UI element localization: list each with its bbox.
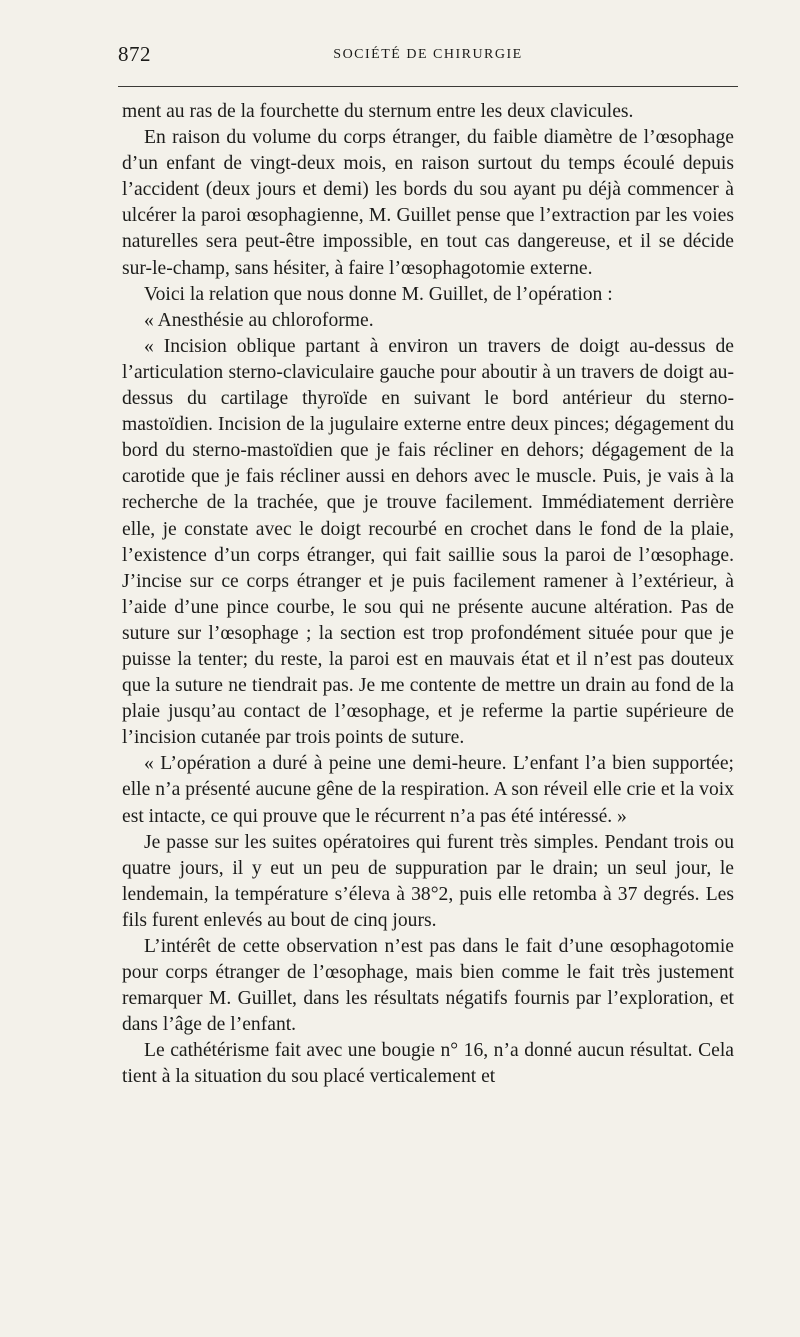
paragraph-quote: « Anesthésie au chloroforme. xyxy=(144,309,374,331)
paragraph: Je passe sur les suites opératoires qui furent très simples. Pendant trois ou quatre jours, il y eut un peu de suppuration par le drain; un seul jour, le lendemain, la température s’éleva à 38°2, puis elle retomba à 37 degrés. Les fils furent enlevés au bout de cinq jours. xyxy=(122,831,734,931)
running-title: SOCIÉTÉ DE CHIRURGIE xyxy=(333,47,523,62)
paragraph: En raison du volume du corps étranger, du faible diamètre de l’œsophage d’un enfant de vingt-deux mois, en raison surtout du temps écoulé depuis l’accident (deux jours et demi) les bords du sou ayant pu déjà commencer à ulcérer la paroi œsophagienne, M. Guillet pense que l’extraction par les voies naturelles sera peut-être impossible, en tout cas dangereuse, et il se décide sur-le-champ, sans hésiter, à faire l’œsophagotomie externe. xyxy=(122,127,734,279)
paragraph-quote: « L’opération a duré à peine une demi-heure. L’enfant l’a bien supportée; elle n’a présenté aucune gêne de la respiration. A son réveil elle crie et la voix est intacte, ce qui prouve que le récurrent n’a pas été intéressé. » xyxy=(122,753,734,827)
header-rule xyxy=(118,86,738,87)
paragraph-quote: « Incision oblique partant à environ un travers de doigt au-dessus de l’articulation sterno-claviculaire gauche pour aboutir à un travers de doigt au-dessus du cartilage thyroïde en suivant le bord antérieur du sterno-mastoïdien. Incision de la jugulaire externe entre deux pinces; dégagement du bord du sterno-mastoïdien que je fais récliner en dehors; dégagement de la carotide que je fais récliner aussi en dehors avec le muscle. Puis, je vais à la recherche de la trachée, que je trouve facilement. Immédiatement derrière elle, je constate avec le doigt recourbé en crochet dans le fond de la plaie, l’existence d’un corps étranger, qui fait saillie sous la paroi de l’œsophage. J’incise sur ce corps étranger et je puis facilement ramener à l’extérieur, à l’aide d’une pince courbe, le sou qui ne présente aucune altération. Pas de suture sur l’œsophage ; la section est trop profondément située pour que je puisse la tenter; du reste, la paroi est en mauvais état et il n’est pas douteux que la suture ne tiendrait pas. Je me contente de mettre un drain au fond de la plaie jusqu’au contact de l’œsophage, et je referme la partie supérieure de l’incision cutanée par trois points de suture. xyxy=(122,335,734,749)
body-text xyxy=(122,99,734,1091)
paragraph-continuation: ment au ras de la fourchette du sternum entre les deux clavicules. xyxy=(122,101,634,122)
paragraph: Voici la relation que nous donne M. Guillet, de l’opération : xyxy=(144,283,613,305)
paragraph: Le cathétérisme fait avec une bougie n° 16, n’a donné aucun résultat. Cela tient à la situation du sou placé verticalement et xyxy=(122,1040,734,1088)
page-header xyxy=(118,38,738,68)
paragraph: L’intérêt de cette observation n’est pas dans le fait d’une œsophagotomie pour corps étranger de l’œsophage, mais bien comme le fait très justement remarquer M. Guillet, dans les résultats négatifs fournis par l’exploration, et dans l’âge de l’enfant. xyxy=(122,936,734,1036)
page-number: 872 xyxy=(118,42,151,66)
